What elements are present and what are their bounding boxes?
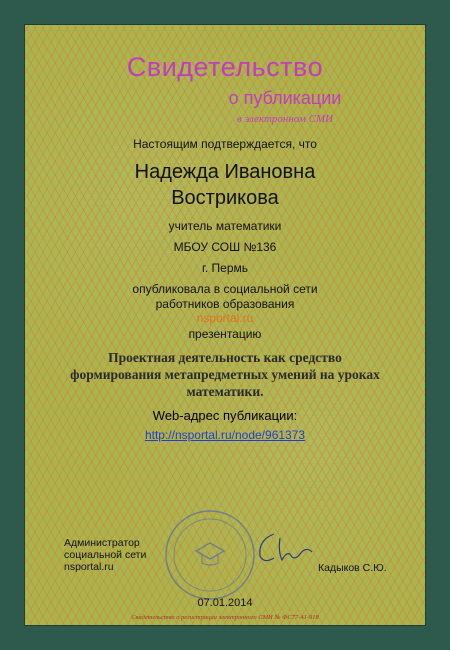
published-text-line2: работников образования: [155, 297, 295, 311]
recipient-city: г. Пермь: [201, 261, 249, 275]
stamp-icon: [160, 505, 260, 605]
signature-icon: [250, 528, 320, 568]
recipient-role: учитель математики: [168, 219, 282, 233]
admin-line3: nsportal.ru: [64, 561, 114, 573]
certificate-subtitle: о публикации: [228, 88, 342, 108]
work-title: Проектная деятельность как средство формирования метапредметных умений на уроках математики.: [70, 350, 380, 399]
media-label: в электронном СМИ: [236, 113, 334, 125]
web-address-label: Web-адрес публикации:: [152, 408, 298, 423]
site-name: nsportal.ru: [196, 311, 254, 325]
issue-date: 07.01.2014: [197, 597, 253, 609]
publication-type: презентацию: [188, 327, 262, 341]
published-text-line1: опубликовала в социальной сети: [132, 282, 318, 296]
recipient-school: МБОУ СОШ №136: [173, 240, 277, 254]
certificate-title: Свидетельство: [126, 52, 324, 82]
confirm-text: Настоящим подтверждается, что: [133, 137, 317, 151]
signer-name: Кадыков С.Ю.: [318, 562, 387, 574]
admin-block: [64, 537, 174, 573]
admin-line1: Администратор: [64, 537, 140, 549]
recipient-name-line1: Надежда Ивановна: [134, 161, 316, 183]
registration-note: Свидетельство о регистрации электронного СМИ № ФС77-41-918: [131, 614, 319, 621]
admin-line2: социальной сети: [64, 549, 147, 561]
recipient-name-line2: Вострикова: [171, 187, 279, 209]
publication-url-link[interactable]: http://nsportal.ru/node/961373: [144, 428, 306, 442]
